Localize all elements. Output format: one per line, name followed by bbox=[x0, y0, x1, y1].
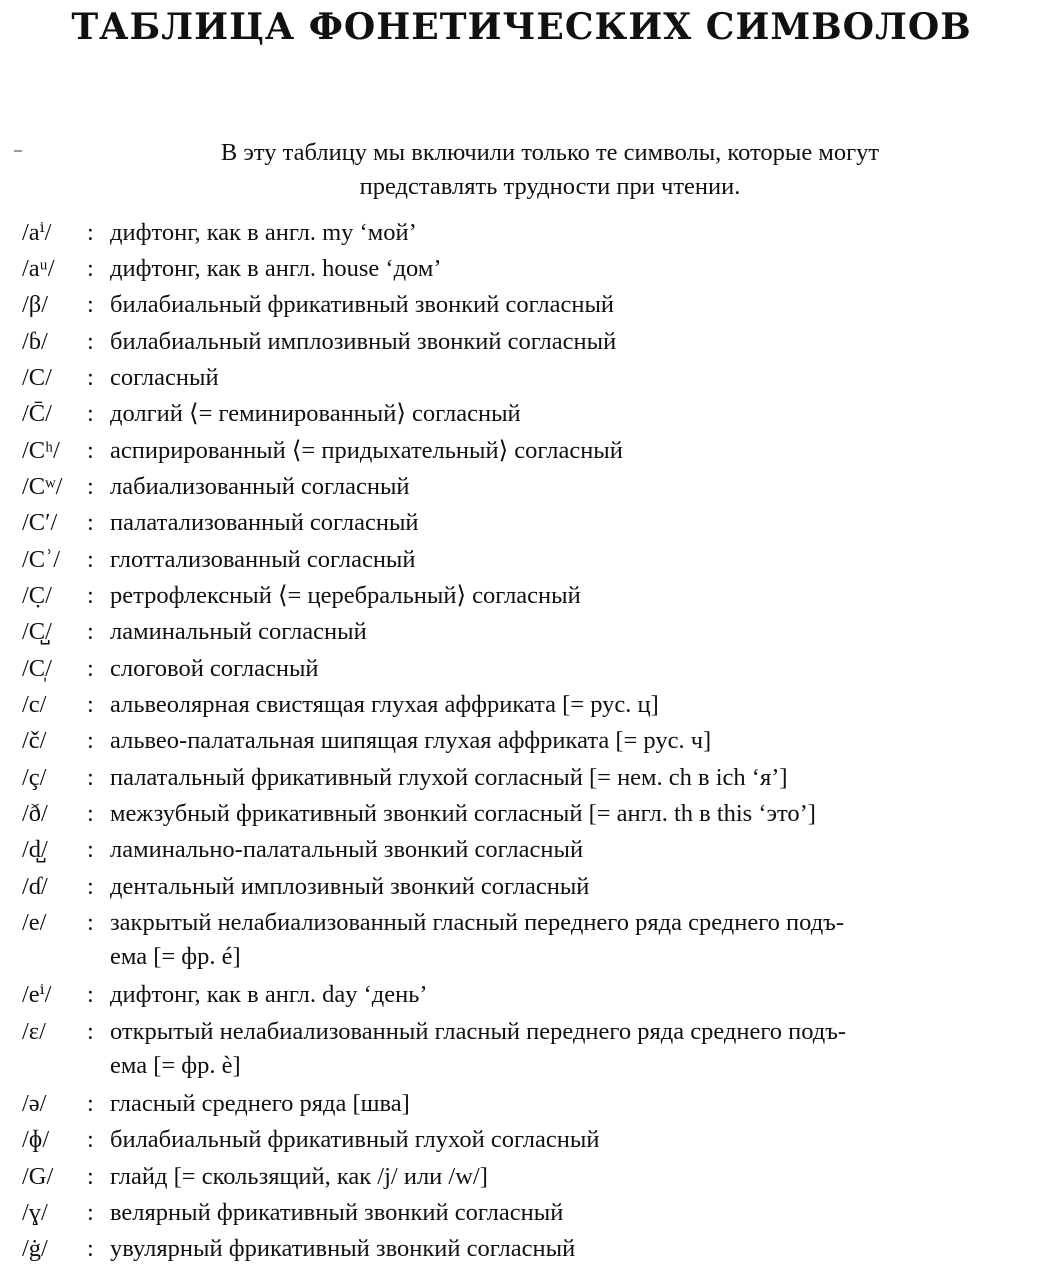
separator: : bbox=[87, 255, 94, 282]
symbol-description: глайд [= скользящий, как /j/ или /w/] bbox=[110, 1163, 488, 1190]
separator: : bbox=[87, 873, 94, 900]
separator: : bbox=[87, 800, 94, 827]
symbol-description: открытый нелабиализованный гласный переднего ряда среднего подъ- bbox=[110, 1018, 847, 1045]
intro-line-2: представлять трудности при чтении. bbox=[359, 173, 741, 200]
symbol-description: межзубный фрикативный звонкий согласный [= англ. th в this ‘это’] bbox=[110, 800, 816, 827]
phonetic-symbol: /G/ bbox=[22, 1163, 54, 1190]
symbol-description: дифтонг, как в англ. house ‘дом’ bbox=[110, 255, 442, 282]
table-row bbox=[0, 397, 1043, 431]
separator: : bbox=[87, 509, 94, 536]
symbol-description: дентальный имплозивный звонкий согласный bbox=[110, 873, 590, 900]
phonetic-symbol: /C′/ bbox=[22, 509, 58, 536]
table-row bbox=[0, 361, 1043, 395]
symbol-description: долгий ⟨= геминированный⟩ согласный bbox=[110, 400, 521, 427]
separator: : bbox=[87, 727, 94, 754]
table-row bbox=[0, 1232, 1043, 1266]
phonetic-symbol: /C̄/ bbox=[22, 400, 52, 427]
phonetic-symbol: /ç/ bbox=[22, 764, 47, 791]
phonetic-symbol: /aᵘ/ bbox=[22, 255, 55, 282]
phonetic-symbol: /ɸ/ bbox=[22, 1126, 50, 1153]
symbol-description: дифтонг, как в англ. my ‘мой’ bbox=[110, 219, 417, 246]
separator: : bbox=[87, 691, 94, 718]
symbol-description: билабиальный фрикативный звонкий согласный bbox=[110, 291, 615, 318]
separator: : bbox=[87, 400, 94, 427]
phonetic-symbol: /d̺/ bbox=[22, 836, 48, 863]
separator: : bbox=[87, 764, 94, 791]
symbol-description: согласный bbox=[110, 364, 219, 391]
symbol-description: ламинально-палатальный звонкий согласный bbox=[110, 836, 584, 863]
symbol-description: глоттализованный согласный bbox=[110, 546, 416, 573]
symbol-description: слоговой согласный bbox=[110, 655, 319, 682]
table-row bbox=[0, 1015, 1043, 1083]
separator: : bbox=[87, 1126, 94, 1153]
symbol-description: увулярный фрикативный звонкий согласный bbox=[110, 1235, 576, 1262]
symbol-description: лабиализованный согласный bbox=[110, 473, 410, 500]
phonetic-symbol: /C̣/ bbox=[22, 582, 52, 609]
symbol-description: палатальный фрикативный глухой согласный [= нем. ch в ich ‘я’] bbox=[110, 764, 788, 791]
symbol-description: закрытый нелабиализованный гласный переднего ряда среднего подъ- bbox=[110, 909, 844, 936]
symbol-description-continuation: ема [= фр. è] bbox=[110, 1052, 241, 1079]
table-row bbox=[0, 434, 1043, 468]
separator: : bbox=[87, 437, 94, 464]
table-row bbox=[0, 216, 1043, 250]
symbol-description: гласный среднего ряда [шва] bbox=[110, 1090, 410, 1117]
phonetic-symbol: /e/ bbox=[22, 909, 47, 936]
separator: : bbox=[87, 618, 94, 645]
phonetic-symbol: /č/ bbox=[22, 727, 47, 754]
margin-mark bbox=[14, 150, 22, 152]
phonetic-symbol: /ɛ/ bbox=[22, 1018, 46, 1045]
page-title: ТАБЛИЦА ФОНЕТИЧЕСКИХ СИМВОЛОВ bbox=[71, 6, 972, 48]
separator: : bbox=[87, 1199, 94, 1226]
table-row bbox=[0, 579, 1043, 613]
phonetic-symbol: /ð/ bbox=[22, 800, 48, 827]
separator: : bbox=[87, 364, 94, 391]
separator: : bbox=[87, 582, 94, 609]
table-row bbox=[0, 325, 1043, 359]
symbol-description: дифтонг, как в англ. day ‘день’ bbox=[110, 981, 428, 1008]
separator: : bbox=[87, 1018, 94, 1045]
phonetic-symbol: /ɓ/ bbox=[22, 328, 48, 355]
separator: : bbox=[87, 1235, 94, 1262]
phonetic-symbol: /Cʰ/ bbox=[22, 437, 60, 464]
table-row bbox=[0, 906, 1043, 974]
table-row bbox=[0, 724, 1043, 758]
phonetic-symbol: /ə/ bbox=[22, 1090, 47, 1117]
phonetic-symbol: /aⁱ/ bbox=[22, 219, 52, 246]
separator: : bbox=[87, 473, 94, 500]
phonetic-symbol: /eⁱ/ bbox=[22, 981, 52, 1008]
phonetic-symbol: /c/ bbox=[22, 691, 47, 718]
table-row bbox=[0, 543, 1043, 577]
symbol-description: альвео-палатальная шипящая глухая аффриката [= рус. ч] bbox=[110, 727, 712, 754]
separator: : bbox=[87, 1090, 94, 1117]
phonetic-symbol: /Cʾ/ bbox=[22, 546, 61, 573]
phonetic-symbol: /Cʷ/ bbox=[22, 473, 63, 500]
symbol-description-continuation: ема [= фр. é] bbox=[110, 943, 241, 970]
table-row bbox=[0, 652, 1043, 686]
intro-paragraph bbox=[60, 136, 1040, 204]
phonetic-symbol: /ġ/ bbox=[22, 1235, 48, 1262]
table-row bbox=[0, 978, 1043, 1012]
separator: : bbox=[87, 909, 94, 936]
symbol-description: ретрофлексный ⟨= церебральный⟩ согласный bbox=[110, 582, 581, 609]
table-row bbox=[0, 688, 1043, 722]
table-row bbox=[0, 615, 1043, 649]
separator: : bbox=[87, 836, 94, 863]
phonetic-symbol: /β/ bbox=[22, 291, 49, 318]
separator: : bbox=[87, 981, 94, 1008]
symbol-description: альвеолярная свистящая глухая аффриката [= рус. ц] bbox=[110, 691, 659, 718]
separator: : bbox=[87, 546, 94, 573]
symbol-description: билабиальный имплозивный звонкий согласный bbox=[110, 328, 617, 355]
table-row bbox=[0, 506, 1043, 540]
table-row bbox=[0, 870, 1043, 904]
intro-line-1: В эту таблицу мы включили только те символы, которые могут bbox=[220, 139, 880, 166]
separator: : bbox=[87, 219, 94, 246]
table-row bbox=[0, 470, 1043, 504]
phonetic-symbol: /C̺/ bbox=[22, 618, 52, 645]
table-row bbox=[0, 1196, 1043, 1230]
table-row bbox=[0, 288, 1043, 322]
symbol-description: палатализованный согласный bbox=[110, 509, 419, 536]
symbol-description: ламинальный согласный bbox=[110, 618, 367, 645]
separator: : bbox=[87, 1163, 94, 1190]
table-row bbox=[0, 1123, 1043, 1157]
phonetic-symbol: /C̩/ bbox=[22, 655, 52, 682]
phonetic-symbol: /ɣ/ bbox=[22, 1199, 48, 1226]
symbol-description: аспирированный ⟨= придыхательный⟩ согласный bbox=[110, 437, 623, 464]
separator: : bbox=[87, 328, 94, 355]
table-row bbox=[0, 761, 1043, 795]
symbol-description: велярный фрикативный звонкий согласный bbox=[110, 1199, 564, 1226]
phonetic-symbol: /C/ bbox=[22, 364, 52, 391]
phonetic-symbol: /ɗ/ bbox=[22, 873, 48, 900]
symbol-description: билабиальный фрикативный глухой согласный bbox=[110, 1126, 600, 1153]
table-row bbox=[0, 797, 1043, 831]
separator: : bbox=[87, 655, 94, 682]
separator: : bbox=[87, 291, 94, 318]
table-row bbox=[0, 252, 1043, 286]
table-row bbox=[0, 1087, 1043, 1121]
table-row bbox=[0, 1160, 1043, 1194]
table-row bbox=[0, 833, 1043, 867]
